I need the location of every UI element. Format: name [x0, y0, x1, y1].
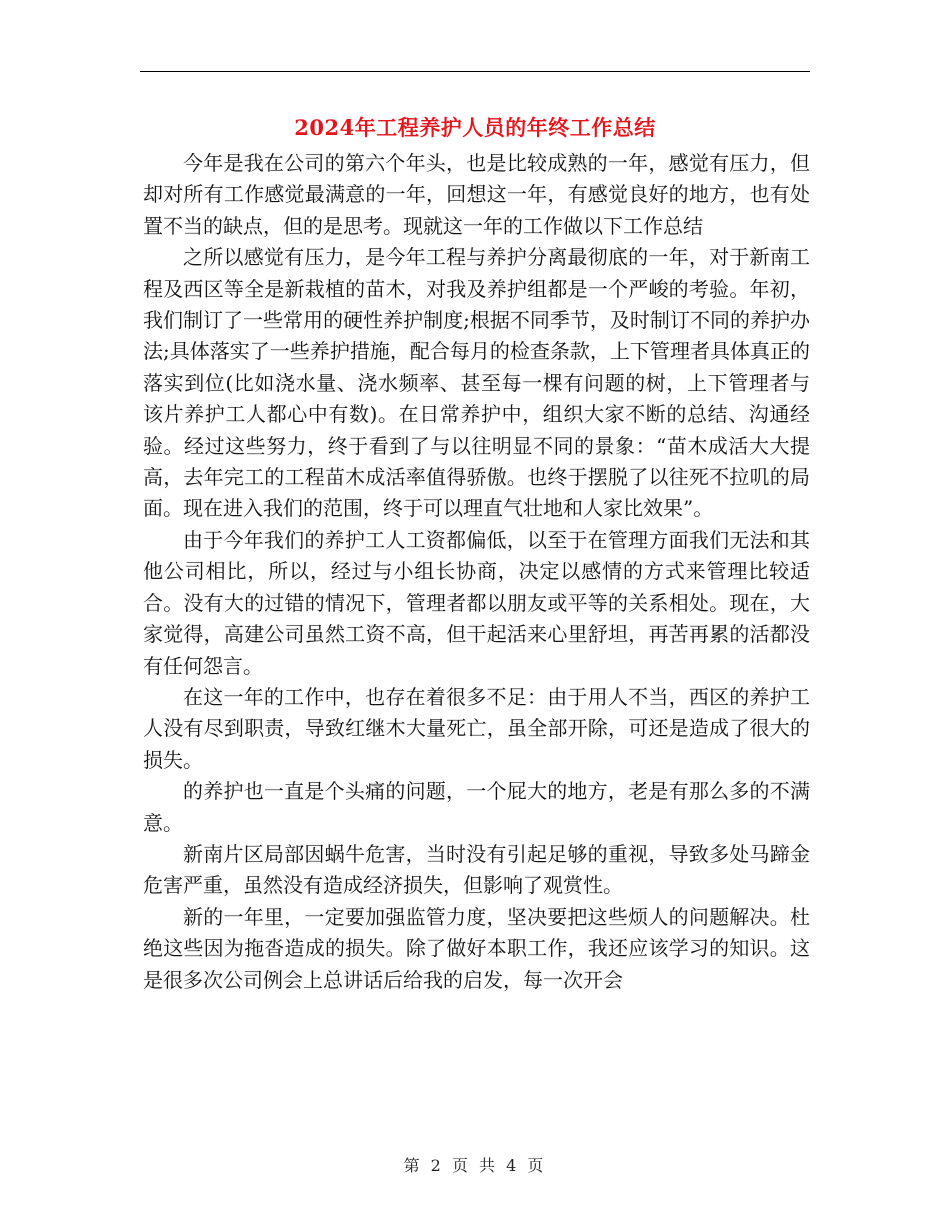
paragraph-intro: 今年是我在公司的第六个年头，也是比较成熟的一年，感觉有压力，但却对所有工作感觉最满意的一年，回想这一年，有感觉良好的地方，也有处置不当的缺点，但的是思考。现就这一年的工作做以下工作总结 — [143, 151, 810, 238]
paragraph-maintenance-issue: 的养护也一直是个头痛的问题，一个屁大的地方，老是有那么多的不满意。 — [143, 779, 810, 835]
paragraph-snail-damage: 新南片区局部因蜗牛危害，当时没有引起足够的重视，导致多处马蹄金危害严重，虽然没有造成经济损失，但影响了观赏性。 — [143, 841, 810, 898]
page-number-footer: 第 2 页 共 4 页 — [403, 1156, 547, 1175]
paragraph-shortcomings: 在这一年的工作中，也存在着很多不足：由于用人不当，西区的养护工人没有尽到职责，导致红继木大量死亡，虽全部开除，可还是造成了很大的损失。 — [143, 684, 810, 772]
paragraph-pressure: 之所以感觉有压力，是今年工程与养护分离最彻底的一年，对于新南工程及西区等全是新栽植的苗木，对我及养护组都是一个严峻的考验。年初，我们制订了一些常用的硬性养护制度;根据不同季节，及时制订不同的养护办法;具体落实了一些养护措施，配合每月的检查条款，上下管理者具体真正的落实到位(比如浇水量、浇水频率、甚至每一棵有问题的树，上下管理者与该片养护工人都心中有数)。在日常养护中，组织大家不断的总结、沟通经验。经过这些努力，终于看到了与以往明显不同的景象：“苗木成活大大提高，去年完工的工程苗木成活率值得骄傲。也终于摆脱了以往死不拉叽的局面。现在进入我们的范围，终于可以理直气壮地和人家比效果”。 — [143, 245, 810, 521]
paragraph-new-year-plan: 新的一年里，一定要加强监管力度，坚决要把这些烦人的问题解决。杜绝这些因为拖沓造成的损失。除了做好本职工作，我还应该学习的知识。这是很多次公司例会上总讲话后给我的启发，每一次开会 — [143, 904, 810, 992]
document-title: 2024年工程养护人员的年终工作总结 — [294, 115, 656, 140]
document-body — [143, 148, 810, 996]
paragraph-management: 由于今年我们的养护工人工资都偏低，以至于在管理方面我们无法和其他公司相比，所以，经过与小组长协商，决定以感情的方式来管理比较适合。没有大的过错的情况下，管理者都以朋友或平等的关系相处。现在，大家觉得，高建公司虽然工资不高，但干起活来心里舒坦，再苦再累的活都没有任何怨言。 — [143, 527, 810, 678]
header-rule — [140, 71, 810, 72]
